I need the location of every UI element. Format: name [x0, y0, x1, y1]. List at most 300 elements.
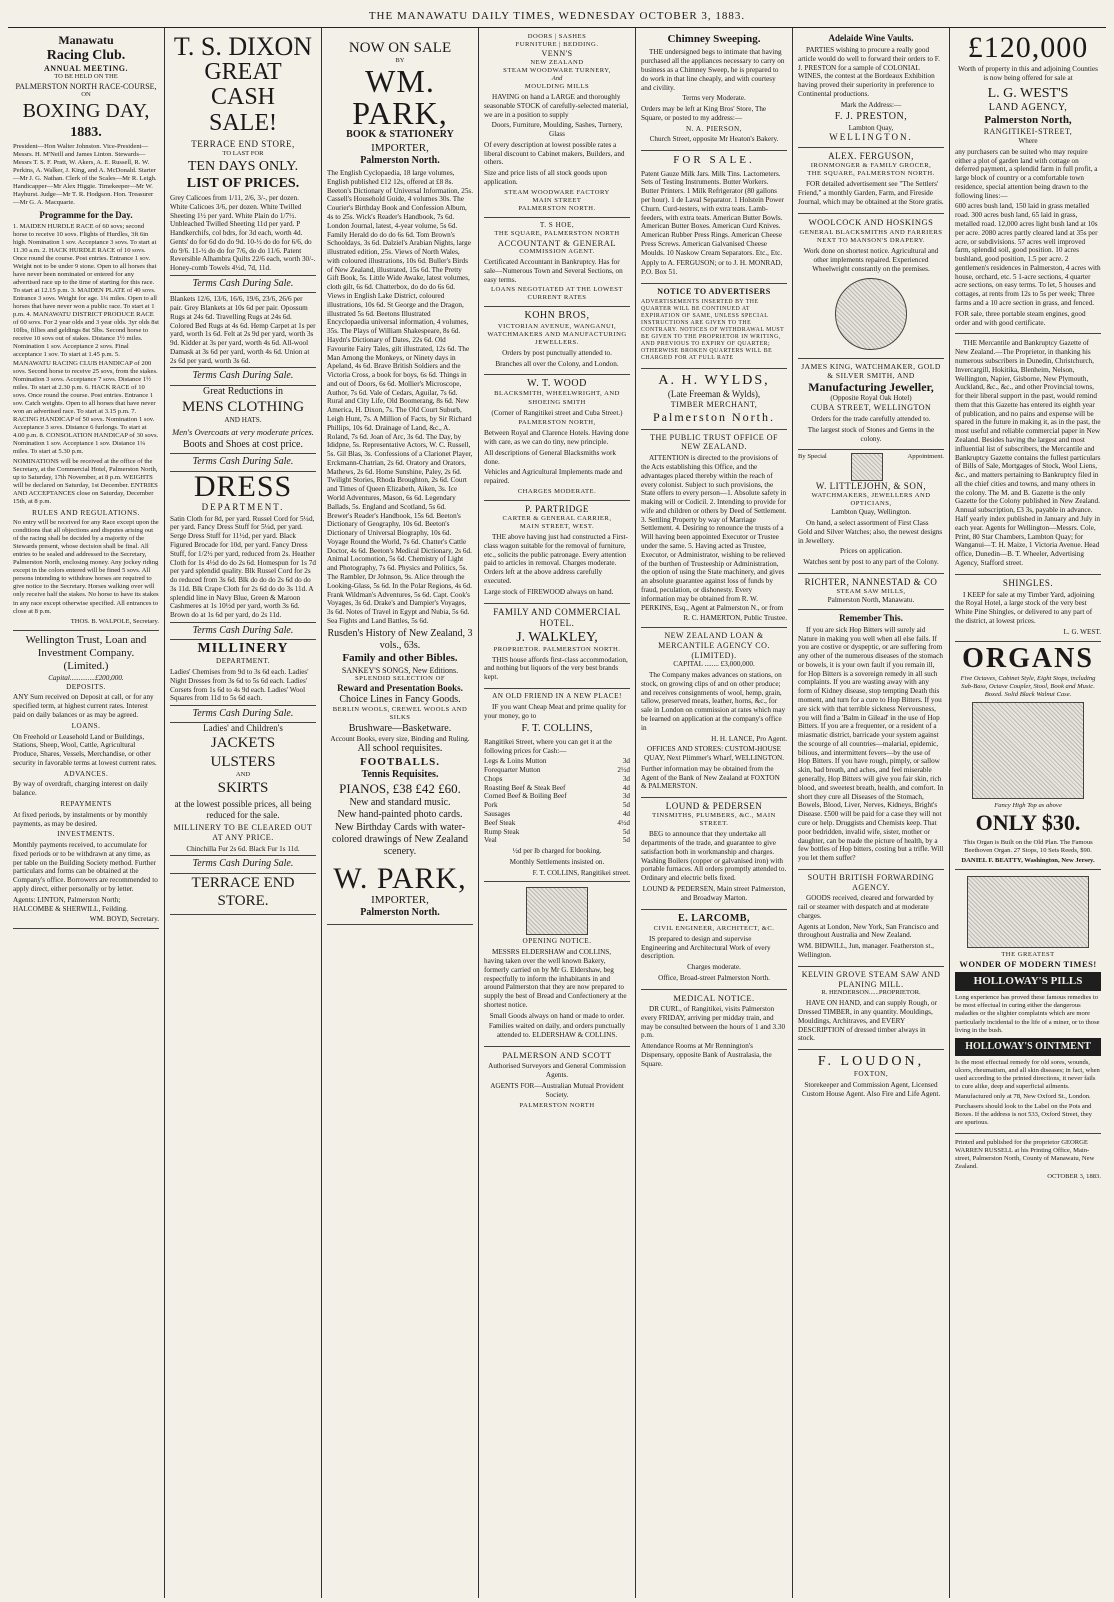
- west-amount-text: Worth of property in this and adjoining Counties is now being offered for sale at: [958, 65, 1098, 82]
- officials: President—Hon Walter Johnston. Vice-President—Messrs. H. M'Neill and James Linton. Stewards—Messrs T. S. F. Pratt, W. Akers, A. E. Russell, R. W. Perkins, A. Walker, J. King, and A. McDonald. Starter—Mr J. G. Nathan. Clerk of the Scales—Mr R. Leigh. Handicapper—Mr Alex Higgie. Timekeeper—Mr W. Hayhurst. Judge—Mr T. R. Hodgson. Hon. Treasurer—Mr G. A. Macquarie.: [13, 142, 157, 206]
- wood-charges: CHARGES MODERATE.: [517, 488, 597, 496]
- collins-name: F. T. COLLINS,: [521, 722, 593, 735]
- terms-1: Terms Cash During Sale.: [170, 275, 316, 293]
- meat-item: Sausages: [484, 809, 511, 818]
- richter-mills: STEAM SAW MILLS,: [836, 587, 906, 595]
- shoe-square: THE SQUARE, PALMERSTON NORTH: [494, 229, 620, 237]
- organ-illustration: [972, 702, 1084, 799]
- terms-5: Terms Cash During Sale.: [170, 705, 316, 723]
- holloway-wonder: WONDER OF MODERN TIMES!: [959, 958, 1097, 969]
- adelaide-title: Adelaide Wine Vaults.: [828, 33, 914, 43]
- shoe-ad: [484, 218, 630, 308]
- partridge-firewood: Large stock of FIREWOOD always on hand.: [484, 587, 614, 596]
- boots-shoes: Boots and Shoes at cost price.: [183, 439, 303, 451]
- price-list-3: Satin Cloth for 8d, per yard. Russel Cord for 5¼d, per yard. Fancy Dress Stuff for 5¼d, per yard. Serge Dress Stuff for 11½d, per yard. Black Figured Brocade for 10d, per yard. Fancy Dress Stuff, for 1/2½ per yard, reduced from 2s. Heather Cloth for 1s 4½d do do 2s 6d. Homespun for 1s 7d per yard splendid quality. Blk Russel Cord for 2s do reduced from 3s 6d. Blk do do do 2s 6d do do 3s 11d. Blk Crape Cloth for 2s 6d do do 3s 11d. A splendid line in Navy Blue, Green & Maroon Cashmeres at 1s 10½d per yard, worth 3s 6d. Brown do at 1s 6d per yard, do 2s 11d.: [170, 514, 316, 620]
- remember-title: Remember This.: [839, 612, 903, 623]
- venns-every: Of every description at lowest possible rates a liberal discount to Cabinet makers, Builders, and others.: [484, 140, 625, 167]
- meat-price: 3d: [622, 774, 630, 783]
- imprint-text: Printed and published for the proprietor GEORGE WARREN RUSSELL at his Printing Office, Main-street, Palmerston North, County of Manawatu, New Zealand.: [955, 1139, 1095, 1171]
- loudon-name: F. LOUDON,: [817, 1054, 925, 1070]
- kohn-name: KOHN BROS,: [524, 310, 590, 322]
- venns: VENN'S: [541, 49, 573, 59]
- meat-item: Pork: [484, 801, 498, 810]
- collins-want: IF you want Cheap Meat and prime quality for your money, go to: [484, 702, 627, 720]
- park-town: Palmerston North.: [360, 154, 440, 166]
- lound-ad: [641, 798, 787, 909]
- scott-ad: [484, 1047, 630, 1114]
- meat-price: 5d: [622, 827, 630, 836]
- masthead: THE MANAWATU DAILY TIMES, WEDNESDAY OCTOBER 3, 1883.: [8, 6, 1106, 28]
- shoe-cert: Certificated Accountant in Bankruptcy. Has for sale—Numerous Town and Several Sections, on easy terms.: [484, 258, 623, 284]
- medical-title: MEDICAL NOTICE.: [673, 992, 755, 1003]
- kohn-avenue: VICTORIAN AVENUE, WANGANUI,: [497, 322, 617, 330]
- venns-and: And: [551, 74, 563, 82]
- venns-main: MAIN STREET: [532, 196, 582, 204]
- price-list-1: Grey Calicoes from 1/11, 2/6, 3/-, per dozen. White Calicoes 3/6, per dozen. White Twilled Sheeting 1½ per yard. White Plain do 1/7½. Unbleached Twilled Sheeting 11d per yard. P Handkerchifs, col bdrs, for 3d each, worth 4d. Gents' do for 6d do do 9d. 10-½ do do for 6/6, do do 9/6. 11-½ do do for 7/6, do do 11/6. Patent Reversible Alhambra Quilts 22/6 each, worth 30/-. Honey-comb Towels 4½d, 7d, 11d.: [170, 194, 316, 273]
- woolcock-ad: [798, 214, 944, 359]
- deposits-text: ANY Sum received on Deposit at call, or for any specified term, at highest current rates. Interest paid on daily balances or as may be agreed.: [13, 693, 154, 719]
- trust-secretary: WM. BOYD, Secretary.: [89, 915, 159, 924]
- venns-ad: [484, 30, 630, 218]
- price-list-4: Ladies' Chemises from 9d to 3s 6d each. Ladies' Night Dresses from 3s 6d to 5s 6d each. Ladies' Corsets from 1s 6d to 4s 9d each. Ladies' Wool Squares from 11d to 5s 6d each.: [170, 668, 309, 703]
- meat-item: Rump Steak: [484, 827, 520, 836]
- meat-item: Veal: [484, 836, 497, 845]
- footballs: FOOTBALLS.: [360, 755, 440, 768]
- larcomb-title: CIVIL ENGINEER, ARCHITECT, &C.: [653, 924, 775, 932]
- ferguson-friend: FOR detailed advertisement see "The Settlers' Friend," a monthly Garden, Farm, and Fireside Journal, which may be obtained at the Store gratis.: [798, 180, 944, 206]
- west-palm: Palmerston North,: [984, 113, 1072, 126]
- advances-text: By way of overdraft, charging interest on daily balance.: [13, 780, 148, 798]
- walkley: J. WALKLEY,: [516, 629, 598, 645]
- repayments-text: At fixed periods, by instalments or by monthly payments, as may be desired.: [13, 810, 148, 828]
- adelaide-mark: Mark the Address:—: [840, 100, 902, 109]
- meat-price-row: [484, 792, 630, 801]
- ferguson-trade: IRONMONGER & FAMILY GROCER,: [810, 162, 932, 170]
- venns-nz: NEW ZEALAND: [530, 58, 584, 66]
- park-name-2: W. PARK,: [333, 862, 467, 896]
- ferguson-name: ALEX. FERGUSON,: [828, 151, 914, 162]
- ferguson-ad: [798, 148, 944, 213]
- account-books: Account Books, every size, Binding and Ruling.: [330, 734, 470, 743]
- loan-agency-ad: [641, 628, 787, 798]
- littlejohn-trade: WATCHMAKERS, JEWELLERS AND OPTICIANS,: [811, 492, 931, 508]
- holloway-illustration: [967, 876, 1089, 948]
- rules-title: RULES AND REGULATIONS.: [32, 508, 140, 518]
- shingles-text: I KEEP for sale at my Timber Yard, adjoining the Royal Hotel, a large stock of the very best White Pine Shingles, or delivered to any part of the district, at lowest prices.: [955, 590, 1095, 626]
- meat-price-list: [484, 757, 630, 845]
- club-name: Manawatu: [58, 33, 114, 47]
- littlejohn-name: W. LITTLEJOHN, & SON,: [815, 481, 927, 492]
- meat-price-row: [484, 801, 630, 810]
- programme-title: Programme for the Day.: [39, 210, 133, 220]
- pianos: PIANOS, £38 £42 £60.: [339, 781, 461, 797]
- shingles-title: SHINGLES.: [1002, 577, 1054, 588]
- west-where: Where: [1018, 136, 1038, 145]
- tennis: Tennis Requisites.: [361, 769, 439, 781]
- gazette-text: THE Mercantile and Bankruptcy Gazette of New Zealand.—The Proprietor, in thanking his numerous subscribers in Dunedin, Christchurch, Invercargill, Hokitika, Blenheim, Nelson, Wellington, Napier, Gisborne, New Plymouth, Auckland, &c., &c., and other Provincial towns, for their liberal support in the past, would remind them that this Gazette has entered its eighth year of publication, and no pains and expense will be spared in the future in making it, as in the past, the most useful and reliable commercial paper in New Zealand. Besides having the largest and most influential list of subscribers, the Mercantile and Bankruptcy Gazette contains the fullest particulars of Bills of Sale, Mortgages of Stock, Wool Liens, &c., and matters pertaining to Bankruptcy filed in all the chief cities and towns, and many others in the colony. The M. and B. Gazette is the only Gazette for the Colony published in New Zealand. Annual subscription, £3 3s, payable in advance. Half yearly index published in January and July in each year. Agents for Wellington—Messrs. Cole, Print, 80 Star Chambers, Lambton Quay; for Wanganui—T. H. Maize, 1 Victoria Avenue. Head office, Dunedin—B. T. Wheeler, Advertising Agency, Stafford street.: [955, 339, 1101, 567]
- kohn-orders: Orders by post punctually attended to.: [502, 348, 612, 357]
- preston-lambton: Lambton Quay,: [848, 123, 894, 132]
- meat-price: 3d: [622, 757, 630, 766]
- advertisers-notice: [641, 284, 787, 369]
- race-year: 1883.: [70, 124, 102, 140]
- loan-text: The Company makes advances on stations, on stock, on growing clips of and on other produce; and receives consignments of wool, hemp, grain, tallow, preserved meats, leather, horns, &c., for sale in London on commission at rates which may be learned on application at the company's office in: [641, 671, 786, 732]
- berlin-wools: BERLIN WOOLS, CREWEL WOOLS AND SILKS: [332, 706, 468, 722]
- trust-office-title: THE PUBLIC TRUST OFFICE OF NEW ZEALAND.: [650, 432, 778, 452]
- dixon-name: T. S. DIXON: [173, 32, 313, 61]
- partridge-above: THE above having just had constructed a First-class wagon suitable for the removal of furniture, etc., solicits the public patronage. Every attention paid to articles in removal. Charges moderate. Orders left at the above address carefully executed.: [484, 533, 628, 586]
- investments-head: INVESTMENTS.: [57, 830, 115, 839]
- furniture-bedding: FURNITURE | BEDDING.: [515, 41, 599, 49]
- park-ad: [327, 30, 473, 925]
- meat-item: Roasting Beef & Steak Beef: [484, 783, 566, 792]
- king-ad: [798, 359, 944, 451]
- walkley-prop: PROPRIETOR. PALMERSTON NORTH.: [493, 645, 621, 653]
- wylds-name: A. H. WYLDS,: [658, 373, 770, 389]
- store-word: STORE.: [217, 892, 269, 909]
- richter-name: RICHTER, NANNESTAD & CO: [804, 577, 938, 588]
- brushware: Brushware—Basketware.: [348, 722, 452, 734]
- meat-price: 5d: [622, 801, 630, 810]
- organs-price: ONLY $30.: [975, 809, 1081, 835]
- lound-trade: TINSMITHS, PLUMBERS, &C., MAIN STREET.: [652, 812, 776, 828]
- overcoats: Men's Overcoats at very moderate prices.: [172, 426, 314, 437]
- holloway-ad: [955, 870, 1101, 1134]
- scott-mutual: AGENTS FOR—Australian Mutual Provident Society.: [490, 1081, 624, 1099]
- shoe-loans: LOANS NEGOTIATED AT THE LOWEST CURRENT RATES: [491, 286, 623, 302]
- reductions: Great Reductions in: [203, 385, 283, 397]
- organs-sub: Five Octaves, Cabinet Style, Eight Stops, including Sub-Bass, Octave Coupler, Stool, Book and Music. Boxed. Solid Black Walnut Case.: [960, 674, 1096, 698]
- millinery-title: MILLINERY: [197, 641, 289, 657]
- organs-beethoven: This Organ is Built on the Old Plan. The Famous Beethoven Organ. 27 Stops, 10 Sets Reeds, $90.: [963, 838, 1093, 854]
- venns-size: Size and price lists of all stock goods upon application.: [484, 169, 607, 186]
- terrace-end-2: TERRACE END: [191, 874, 295, 891]
- king-name: JAMES KING, WATCHMAKER, GOLD & SILVER SMITH, AND: [801, 361, 941, 380]
- hotel-text: THIS house affords first-class accommodation, and nothing but liquors of the very best brands kept.: [484, 655, 628, 682]
- king-orders: Orders for the trade carefully attended to.: [811, 414, 931, 423]
- trust-agents: Agents: LINTON, Palmerston North; HALCOMBE & SHERWILL, Feilding.: [13, 895, 128, 913]
- dress-department: DEPARTMENT.: [201, 501, 285, 512]
- larcomb-charges: Charges moderate.: [687, 963, 741, 972]
- larcomb-name: E. LARCOMB,: [678, 912, 750, 924]
- gazette-ad: [955, 334, 1101, 574]
- loudon-ad: [798, 1050, 944, 1104]
- meat-price-row: [484, 775, 630, 784]
- littlejohn-ad: [798, 450, 944, 574]
- chimney-orders: Orders may be left at King Bros' Store, The Square, or posted to my address:—: [641, 105, 767, 122]
- meat-item: Beef Steak: [484, 818, 516, 827]
- meat-price: 4d: [622, 783, 630, 792]
- holloway-pills-text: Long experience has proved these famous remedies to be most effectual in curing either the dangerous maladies or the slighter complaints which are more particularly incidental to the life of a miner, or to those living in the bush.: [955, 994, 1100, 1034]
- collins-ad: [484, 689, 630, 882]
- preston-wellington: WELLINGTON.: [829, 132, 913, 143]
- ladies-children: Ladies' and Children's: [203, 723, 283, 734]
- book-list: The English Cyclopaedia, 18 large volumes, English published £12 12s, offered at £8 8s. Beeton's Dictionary of Universal Information, 25s. Cassell's Household Guide, 4 volumes 30s. The Courier's Birthday Book and Confession Album, 4s to 25s. Wick's Reader's Handbook, 7s 6d. London Journal, latest, 4-year volume, 5s 6d. Family Herald do do do 6s 6d. Tom Brown's Schooldays, 3s 6d. Dalziel's Arabian Nights, large illustrated edition, 25s. Views of North Wales, with coloured illustrations, 10s 6d. Buller's Birds of New Zealand, illustrated, 15s 6d. The Pretty Gift Book, 5s. Little Wide Awake, latest volumes, cloth gilt, 6s 6d. Chatterbox, do do do 6s 6d. Views in English Lake District, coloured illustrations, 10s 6d. St George and the Dragon, illustrated 5s 6d. Beetons Illustrated Encyclopaedia universal information, 4 volumes, 35s. The Plays of William Shakespeare, 8s 6d. Haydn's Dictionary of Dates, 22s 6d. Old Favourite Fairy Tales, gilt illustrated, 12s 6d. The Man Among the Monkeys, or Ninety days in Apeland, 4s 6d. Brave British Soldiers and the Victoria Cross, a book for boys, 6s 6d. Things in and out of Doors, 6s 6d. Mollier's Microscope, Author, 7s 6d. Vale of Cedars, Aguilar, 7s 6d. Rural and City Life, Old Boomerang, 8s 6d. New America, H. Dixon, 7s. The Old Court Suburb, Leigh Hunt, 7s. A Million of Facts, by Sir Richard Phillips, 10s 6d. Drainage of Land, &c., A. Roland, 7s 6d. Joan of Arc, 3s 6d. The Day, by Ididpne, 5s. Representative Actors, W. C. Russell, 5s. Gil Blas, 3s. Confessions of a Clarionet Player, Erckmann-Chatrian, 2s 6d. Oratory and Orators, Mathews, 2s 6d. Home Sunshine, Paley, 2s 6d. Twilight Stories, Rhoda Broughton, 2s 6d. Court and Times of Queen Elizabeth, Aiken, 3s. Ice World Adventures, Mason, 6s 6d. Legendary Ballads, 5s. England and Scotland, 5s 6d. Brewer's Reader's Handbook, 15s 6d. Beeton's Dictionary of Geography, 10s 6d. Beeton's Dictionary of Universal Biography, 10s 6d. Voyage Round the World, 7s 6d. Chatter's Cattle Doctor, 4s 6d. Beeton's Medical Dictionary, 2s 6d. Animal Locomotion, 5s 6d. Chemistry of Light and Photography, 7s 6d. Physics and Politics, 5s. The Rambler, Dr Johnson, 9s. Alice through the Looking-Glass, 5s 6d. In the Polar Regions, 4s 6d. Frank Wildman's Adventures, 5s 6d. Capt. Cook's Voyages, 3s 6d. Drake's and Dampier's Voyages, 3s 6d. Notes of Travel in Egypt and Nubia, 5s 6d. Sea Fights and Land Battles, 5s 6d.: [327, 169, 474, 625]
- meat-price: 4d: [622, 809, 630, 818]
- trust-title: Wellington Trust, Loan and Investment Company.: [25, 633, 147, 660]
- column-2: [165, 28, 322, 1598]
- held-1: TO BE HELD ON THE: [54, 73, 118, 81]
- woolcock-name: WOOLCOCK AND HOSKINGS: [808, 216, 934, 227]
- trust-hamerton: R. C. HAMERTON, Public Trustee.: [683, 614, 787, 623]
- ferguson-square: THE SQUARE, PALMERSTON NORTH.: [807, 170, 935, 178]
- hotel-ad: [484, 604, 630, 689]
- investments-text: Monthly payments received, to accumulate for fixed periods or to be withdrawn at any time, as per table on the Building Society method. Further particulars and forms can be obtained at the Company's office. Borrowers are recommended to apply direct, either personally or by letter.: [13, 841, 158, 894]
- dairy-forsale-ad: [641, 151, 787, 284]
- column-3: [322, 28, 479, 1598]
- littlejohn-watches: Watches sent by post to any part of the Colony.: [803, 558, 939, 567]
- terms-2: Terms Cash During Sale.: [170, 367, 316, 385]
- west-street: RANGITIKEI-STREET,: [983, 127, 1073, 137]
- loan-title: NEW ZEALAND LOAN & MERCANTILE AGENCY CO. (LIMITED).: [658, 631, 770, 660]
- shoe-name: T. S HOE,: [539, 220, 575, 229]
- adelaide-ad: [798, 30, 944, 148]
- on-text: ON: [81, 91, 91, 99]
- kohn-branches: Branches all over the Colony, and London.: [495, 359, 619, 368]
- hotel-title: FAMILY AND COMMERCIAL HOTEL.: [493, 606, 621, 628]
- deposits-head: DEPOSITS.: [66, 682, 106, 691]
- meat-price-row: [484, 836, 630, 845]
- rusden: Rusden's History of New Zealand, 3 vols., 63s.: [327, 627, 473, 651]
- column-1: [8, 28, 165, 1598]
- commission: COMMISSION AGENT.: [519, 248, 595, 256]
- scott-name: PALMERSON AND SCOTT: [502, 1050, 612, 1061]
- collins-sign: F. T. COLLINS, Rangitikei street.: [532, 868, 630, 877]
- west-where-text: any purchasers can be suited who may require either a plot of garden land with cottage on deferred payment, a splendid farm in full profit, a large block of country or a comfortable town residence, special attention being drawn to the following lines:—: [955, 147, 1098, 200]
- imprint-date: OCTOBER 3, 1883.: [1047, 1173, 1101, 1181]
- forwarding-bidwill: WM. BIDWILL, Jun, manager. Featherston st., Wellington.: [798, 942, 934, 960]
- forwarding-title: SOUTH BRITISH FORWARDING AGENCY.: [807, 872, 935, 892]
- wylds-palm: Palmerston North.: [653, 410, 775, 425]
- scott-palm: PALMERSTON NORTH: [519, 1101, 595, 1109]
- richter-palm: Palmerston North, Manawatu.: [827, 596, 915, 605]
- birthday-cards: New Birthday Cards with water-colored drawings of New Zealand scenery.: [331, 821, 469, 857]
- importer-2: IMPORTER,: [371, 894, 429, 907]
- column-6: [793, 28, 950, 1598]
- littlejohn-prices: Prices on application.: [839, 547, 903, 556]
- larcomb-office: Office, Broad-street Palmerston North.: [658, 973, 770, 982]
- watch-illustration: [835, 278, 907, 350]
- notice-text: ADVERTISEMENTS INSERTED BY THE QUARTER WILL BE CONTINUED AT EXPIRATION OF SAME, UNLESS SPECIAL INSTRUCTIONS ARE GIVEN TO THE CONTRARY. NOTICES OF WITHDRAWAL MUST BE GIVEN TO THE PROPRIETOR IN WRITING, AND PREVIOUS TO EXPIRY OF QUARTER; OTHERWISE BROKEN QUARTERS WILL BE CHARGED FOR AT FULL RATE: [641, 298, 785, 362]
- meat-price-row: [484, 810, 630, 819]
- partridge-ad: [484, 501, 630, 604]
- chinchilla: Chinchilla Fur 2s 6d. Black Fur 1s 11d.: [186, 844, 300, 853]
- columns: [8, 28, 1106, 1598]
- forsale-apply: Apply to A. FERGUSON; or to J. H. MONRAD, P.O. Box 51.: [641, 259, 783, 277]
- west-lines: 600 acres bush land, 150 laid in grass metalled road. 300 acres bush land, 65 laid in grass, metalled road. 12,000 acres light bush land at 10s per acre. 2080 acres partly cleared land at 35s per acre, or subdivisions. 57 acres well improved farm, splendid soil, good position. 10 acres bushland, good position, 1.5 per acre. 2 gentlemen's residences in Palmerston, 4 acres with house, orchard, etc. 5 1-acre sections, 4 quarter acre sections, on easy terms. To let, 5 houses and cottages, at rents from 12s to 5s per week; Three farms and a 10 acre section in grass, and fenced.: [955, 202, 1101, 308]
- meat-price-row: [484, 819, 630, 828]
- fancy-goods: Choice Lines in Fancy Goods.: [339, 694, 461, 706]
- wood-vehicles: Vehicles and Agricultural Implements made and repaired.: [484, 468, 623, 486]
- millinery-cleared: MILLINERY TO BE CLEARED OUT AT ANY PRICE.: [173, 823, 313, 842]
- notice-title: NOTICE TO ADVERTISERS: [657, 287, 771, 296]
- kelvin-text: HAVE ON HAND, and can supply Rough, or Dressed TIMBER, in any quantity. Mouldings, Mouldings, Architraves, and EVERY DESCRIPTION of dressed timber always in stock.: [798, 999, 938, 1043]
- repayments-head: REPAYMENTS: [60, 799, 112, 808]
- collins-street: Rangitikei Street, where you can get it at the following prices for Cash:—: [484, 737, 612, 755]
- kelvin-title: KELVIN GROVE STEAM SAW AND PLANING MILL.: [801, 969, 941, 989]
- meat-price: 4½d: [617, 818, 630, 827]
- forwarding-agents: Agents at London, New York, San Francisco and throughout Australia and New Zealand.: [798, 922, 939, 940]
- west-amount: £120,000: [967, 31, 1089, 64]
- meat-price-row: [484, 784, 630, 793]
- lowest-prices: at the lowest possible prices, all being reduced for the sale.: [174, 799, 312, 821]
- mens-clothing: MENS CLOTHING: [181, 398, 305, 415]
- loans-head: LOANS.: [71, 721, 101, 730]
- forwarding-ad: [798, 870, 944, 967]
- west-agency: LAND AGENCY,: [988, 101, 1068, 113]
- boxing-day: BOXING DAY,: [22, 100, 150, 123]
- meat-price-row: [484, 828, 630, 837]
- partridge-name: P. PARTRIDGE: [525, 504, 589, 515]
- chimney-text: THE undersigned begs to intimate that having purchased all the appliances necessary to carry on business as a Chimney Sweep, he is prepared to do work in that line cheaply, and with courtesy and civility.: [641, 48, 785, 92]
- and-word: AND: [235, 770, 251, 778]
- meat-price-row: [484, 757, 630, 766]
- to-last: TO LAST FOR: [222, 149, 264, 157]
- wood-corner: (Corner of Rangitikei street and Cuba Street.): [491, 408, 623, 417]
- lound-sign: LOUND & PEDERSEN, Main street Palmerston, and Broadway Marton.: [642, 884, 786, 902]
- loudon-foxton: FOXTON,: [853, 1070, 889, 1079]
- medical-rooms: Attendance Rooms at Mr Rennington's Dispensary, opposite Bank of Australasia, the Square.: [641, 1042, 772, 1068]
- chimney-title: Chimney Sweeping.: [667, 33, 761, 45]
- jackets: JACKETS: [210, 735, 276, 752]
- medical-text: DR CURL, of Rangitikei, visits Palmerston every FRIDAY, arriving per midday train, and may be consulted between the hours of 1 and 3.30 p.m.: [641, 1005, 786, 1040]
- race-list: 1. MAIDEN HURDLE RACE of 60 sovs; second horse to receive 10 sovs. Flights of Hurdles, 3ft 6in high. Nomination 1 sov. Acceptance 3 sovs. To start at 11.30 a.m. 2. HACK HURDLE RACE of 10 sovs. Once round the course. Post entries. Entrance 1 sov. Weight not to be under 9 stone. Open to all horses that have never been nominated or entered for any advertised race up to the time of starting for this race. To start at 12.15 p.m. 3. MAIDEN PLATE of 40 sovs. Entrance 3 sovs. Weight for age. 1¼ miles. Open to all horses that have never won a public race. To start at 1 p.m. 4. MANAWATU DISTRICT PRODUCE RACE of 60 sovs. For 2 year olds and 3 year olds. 3yr olds 8st 10lbs, fillies and geldings 8st 5lbs. Second horse to receive 10 sovs out of stakes. Distance 1½ miles. Nomination 1 sov. Acceptance 2 sovs. Final acceptance 1 sov. To start at 1.45 p.m. 5. MANAWATU RACING CLUB HANDICAP of 200 sovs. Second horse to receive 25 sovs, from the stakes. Nomination 3 sovs. Acceptance 7 sovs. Distance 1½ miles. To start at 2.30 p.m. 6. HACK RACE of 10 sovs. Once round the course. Post entries. Entrance 1 sov. Catch weights. Open to all horses that have never won an advertised race. To start at 3.15 p.m. 7. RACING HANDICAP of 50 sovs. Nomination 1 sov. Acceptance 3 sovs. Distance 6 furlongs. To start at 4.00 p.m. 8. CONSOLATION HANDICAP of 30 sovs. Nomination 1 sov. Acceptance 1 sov. Distance 1¼ miles. To start at 5.30 p.m.: [13, 222, 159, 455]
- west-ad: [955, 30, 1101, 334]
- littlejohn-lambton: Lambton Quay, Wellington.: [831, 508, 911, 517]
- collins-monthly: Monthly Settlements insisted on.: [509, 857, 605, 866]
- trust-office-text: ATTENTION is directed to the provisions of the Acts establishing this Office, and the advantages placed thereby within the reach of every colonist. Subject to such provisions, the State offers to every person—1. Absolute safety in making will or Codicil. 2. Intending to provide for wife and children or others by Deed of Settlement. 3. Settling Property by way of Marriage Settlement. 4. Desiring to renounce the trusts of a Will having been appointed Executor or Trustee under the same. 5. Having acted as Trustee, Executor, or Administrator, wishing to be relieved of the burthen of Trusteeship or Administration, the option of using the State machinery, and gives an absolute guarantee against loss of funds by fraud, peculation, or dishonesty. Every information may be obtained from R. W. PERKINS, Esq., Agent at Palmerston N., or from: [641, 454, 787, 612]
- king-opposite: (Opposite Royal Oak Hotel): [830, 394, 912, 403]
- adelaide-text: PARTIES wishing to procure a really good article would do well to forward their orders to F. J. PRESTON for a sample of COLONIAL WINES, the contest at the Bordeaux Exhibition having proved their superiority in preference to Continental productions.: [798, 45, 940, 98]
- kelvin-henderson: R. HENDERSON......PROPRIETOR.: [821, 989, 921, 997]
- venns-having: HAVING on hand a LARGE and thoroughly seasonable STOCK of carefully-selected material, we are in a position to supply: [484, 92, 629, 119]
- wylds-timber: TIMBER MERCHANT,: [670, 400, 758, 410]
- rules-text: No entry will be received for any Race except upon the conditions that all objections and disputes arising out of the racing shall be decided by a majority of the Stewards present, whose decision shall be final. All entries to be sealed and addressed to the Secretary, Palmerston North, enclosing money. Any jockey riding except in the colors entered will be fined 5 sovs. All persons intending to withdraw horses are required to give notice to the Secretary. Horses walking over will only receive half the stakes. No horse to have its stakes in any race except otherwise specified. All entrances to close at 8 p.m.: [13, 519, 159, 615]
- shingles-ad: [955, 575, 1101, 642]
- royal-arms-icon: [851, 453, 883, 481]
- loudon-text: Storekeeper and Commission Agent, Licensed Custom House Agent. Also Fire and Life Agent.: [801, 1081, 941, 1098]
- king-jeweller: Manufacturing Jeweller,: [808, 379, 934, 394]
- special-l: By Special: [798, 453, 827, 461]
- littlejohn-text: On hand, a select assortment of First Class Gold and Silver Watches; also, the newest designs in Jewellery.: [798, 519, 943, 545]
- meat-price: 5d: [622, 836, 630, 845]
- price-list-title: LIST OF PRICES.: [186, 175, 300, 191]
- book-stationery: BOOK & STATIONERY: [346, 129, 454, 141]
- by-word: BY: [395, 57, 405, 65]
- park-town-2: Palmerston North.: [360, 907, 440, 919]
- dress-title: DRESS: [193, 469, 293, 503]
- wood-between: Between Royal and Clarence Hotels. Having done with care, as we can do tiny, new principle.: [484, 429, 629, 447]
- woolcock-sub: GENERAL BLACKSMITHS AND FARRIERS NEXT TO MANSON'S DRAPERY.: [799, 229, 943, 245]
- music: New and standard music.: [349, 797, 451, 809]
- park-name: WM. PARK,: [352, 63, 448, 132]
- race-club-ad: [13, 30, 159, 631]
- millinery-department: DEPARTMENT.: [216, 657, 270, 666]
- holloway-beware: Purchasers should look to the Label on the Pots and Boxes. If the address is not 533, Oxford Street, they are spurious.: [955, 1102, 1092, 1126]
- column-4: [479, 28, 636, 1598]
- meat-item: Corned Beef & Boiling Beef: [484, 792, 567, 801]
- pierson-church: Church Street, opposite Mr Heaton's Bakery.: [649, 135, 779, 144]
- wood-ad: [484, 375, 630, 501]
- richter-ad: [798, 574, 944, 610]
- wood-all: All descriptions of General Blacksmiths work done.: [484, 448, 616, 466]
- wood-palm: PALMERSTON NORTH,: [518, 419, 596, 427]
- terms-6: Terms Cash During Sale.: [170, 855, 316, 873]
- race-secretary: THOS. B. WALPOLE, Secretary.: [70, 617, 159, 625]
- larcomb-ad: [641, 910, 787, 990]
- club-name-2: Racing Club.: [46, 47, 126, 63]
- wellington-trust-ad: [13, 631, 159, 930]
- special-r: Appointment.: [907, 453, 944, 461]
- column-5: [636, 28, 793, 1598]
- accountant: ACCOUNTANT & GENERAL: [497, 237, 617, 248]
- wood-name: W. T. WOOD: [527, 378, 587, 390]
- pierson: N. A. PIERSON,: [686, 124, 742, 133]
- ulsters: ULSTERS: [210, 753, 276, 770]
- meat-price: 2½d: [617, 766, 630, 775]
- meeting-title: ANNUAL MEETING.: [44, 63, 128, 73]
- partridge-main: MAIN STREET, WEST.: [519, 523, 595, 531]
- trust-limited: (Limited.): [63, 660, 109, 673]
- remember-text: If you are sick Hop Bitters will surely aid Nature in making you well when all else fails. If you are costive or dyspeptic, or are suffering from any other of the numerous diseases of the stomach or bowels, it is your own fault if you remain ill, for Hop Bitters is a sovereign remedy in all such complaints. If you are wasting away with any form of Kidney disease, stop tempting Death this moment, and turn for a cure to Hop Bitters. If you are sick with that terrible sickness Nervousness, you will find a 'Balm in Gilead' in the use of Hop Bitters. If you are a frequenter, or a resident of a miasmatic district, barricade your system against the scourge of all countries—malarial, epidemic, bilious, and intermittent fevers—by the use of Hop Bitters. If you have rough, pimply, or sallow skin, bad breath, and aches, and feel miserable generally, Hop Bitters will give you fair skin, rich blood, and sweetest breath, health, and comfort. In short they cure all Diseases of the Stomach, Bowels, Blood, Liver, Nerves, Kidneys, Bright's Disease. £500 will be paid for a case they will not cure or help. Druggists and Chemists keep. That poor bedridden, invalid wife, sister, mother or daughter, can be made the picture of health, by a few bottles of Hop bitters, costing but a trifle. Will you let them suffer?: [798, 625, 944, 863]
- chimney-terms: Terms very Moderate.: [682, 94, 746, 103]
- venns-items: Doors, Furniture, Moulding, Sashes, Turnery, Glass: [491, 121, 623, 139]
- held-2: PALMERSTON NORTH RACE-COURSE,: [15, 81, 157, 91]
- holloway-pills: HOLLOWAY'S PILLS: [955, 972, 1101, 991]
- lound-text: BEG to announce that they undertake all departments of the trade, and guarantee to give satisfaction both in workmanship and charges. Washing Boilers (copper or galvanised iron) with portable furnaces. All orders promptly attended to. Ordinary and electric bells fixed.: [641, 830, 787, 883]
- holloway-address: Manufactured only at 78, New Oxford St., London.: [955, 1092, 1091, 1100]
- meat-item: Chops: [484, 774, 503, 783]
- shingles-sign: L. G. WEST.: [1063, 627, 1101, 636]
- splendid: SPLENDID SELECTION OF: [355, 675, 445, 683]
- reward-books: Reward and Presentation Books.: [337, 683, 463, 694]
- dixon-ad: [170, 30, 316, 915]
- bakery-families: Families waited on daily, and orders punctually attended to. ELDERSHAW & COLLINS.: [488, 1022, 626, 1040]
- forsale-title: FOR SALE.: [673, 154, 755, 167]
- holloway-ointment-text: Is the most effectual remedy for old sores, wounds, ulcers, rheumatism, and all skin diseases; in fact, when used according to the printed directions, it never fails to cure alike, deep and superficial ailments.: [955, 1058, 1100, 1090]
- ten-days: TEN DAYS ONLY.: [187, 158, 299, 174]
- imprint: [955, 1134, 1101, 1181]
- organs-ad: [955, 642, 1101, 870]
- venns-palm: PALMERSTON NORTH.: [518, 204, 596, 212]
- price-list-2: Blankets 12/6, 13/6, 16/6, 19/6, 23/6, 26/6 per pair. Grey Blankets at 10s 6d per pair. Opossum Rugs at 24s 6d. Travelling Rugs at 24s 6d. Colored Bed Rugs at 4s 6d. Hemp Carpet at 1s per yard, worth 1s 6d. Felt at 2s 9d per yard, worth 3s 9d. Kidder at 3s per yard, worth 4s 6d. All-wool Damask at 3s 6d per yard, worth 4s 6d. Union at 2s 6d per yard, worth 3s 6d.: [170, 295, 316, 365]
- organs-title: ORGANS: [962, 642, 1094, 674]
- trust-capital: Capital..............£200,000.: [48, 673, 124, 682]
- preston-name: F. J. PRESTON,: [834, 111, 908, 123]
- importer: IMPORTER,: [371, 141, 429, 154]
- terrace-end: TERRACE END STORE,: [191, 138, 295, 149]
- west-engines: FOR sale, three portable steam engines, good order and with good certificate.: [955, 309, 1086, 327]
- terms-3: Terms Cash During Sale.: [170, 453, 316, 471]
- venns-factory: STEAM WOODWARE FACTORY: [504, 188, 610, 196]
- medical-ad: [641, 990, 787, 1075]
- skirts: SKIRTS: [217, 779, 269, 796]
- loans-text: On Freehold or Leasehold Land or Buildings, Stations, Sheep, Wool, Cattle, Agricultural Produce, Shares, Vessels, Merchandise, or other security in favorable terms at lowest current rates.: [13, 732, 157, 767]
- doors-sashes: DOORS | SASHES: [527, 33, 587, 40]
- meat-price: 3d: [622, 792, 630, 801]
- loan-offices: OFFICES AND STORES: CUSTOM-HOUSE QUAY, Next Plimmer's Wharf, WELLINGTON.: [643, 745, 785, 763]
- scott-surveyors: Authorised Surveyors and General Commission Agents.: [488, 1062, 626, 1080]
- forsale-items: Patent Gauze Milk Jars. Milk Tins. Lactometers. Sets of Testing Instruments. Butter Workers. Butter Printers. 1 Milk Refrigerator (80 gallons per hour). 1 de Laval Separator. 1 Holstein Power Churn. Curd-testers, with extra teats. Lamb-feeders, with extra teats. American Butter Bowls. American Butter Boxes. American Curd Knives. American Rubber Press Rings. American Cheese Press Screws. American Galvanised Cheese Moulds. 10 Naskow Cream Separators. Etc., Etc.: [641, 169, 784, 257]
- meat-price-row: [484, 766, 630, 775]
- nominations: NOMINATIONS will be received at the office of the Secretary, at the Commercial Hotel, Palmerston North, up to Saturday, 17th November, at 8 p.m. WEIGHTS will be declared on Saturday, 1st December. ENTRIES AND ACCEPTANCES close on Saturday, December 15th, at 8 p.m.: [13, 457, 158, 506]
- larcomb-text: IS prepared to design and supervise Engineering and Architectural Work of every description.: [641, 934, 771, 961]
- kohn-ad: [484, 307, 630, 375]
- photo-cards: New hand-painted photo cards.: [337, 809, 463, 821]
- bibles: Family and other Bibles.: [342, 652, 458, 665]
- woolcock-text: Work done on shortest notice. Agricultural and other implements repaired. Experienced Wheelwright constantly on the premises.: [803, 247, 939, 273]
- lound-name: LOUND & PEDERSEN: [665, 801, 763, 812]
